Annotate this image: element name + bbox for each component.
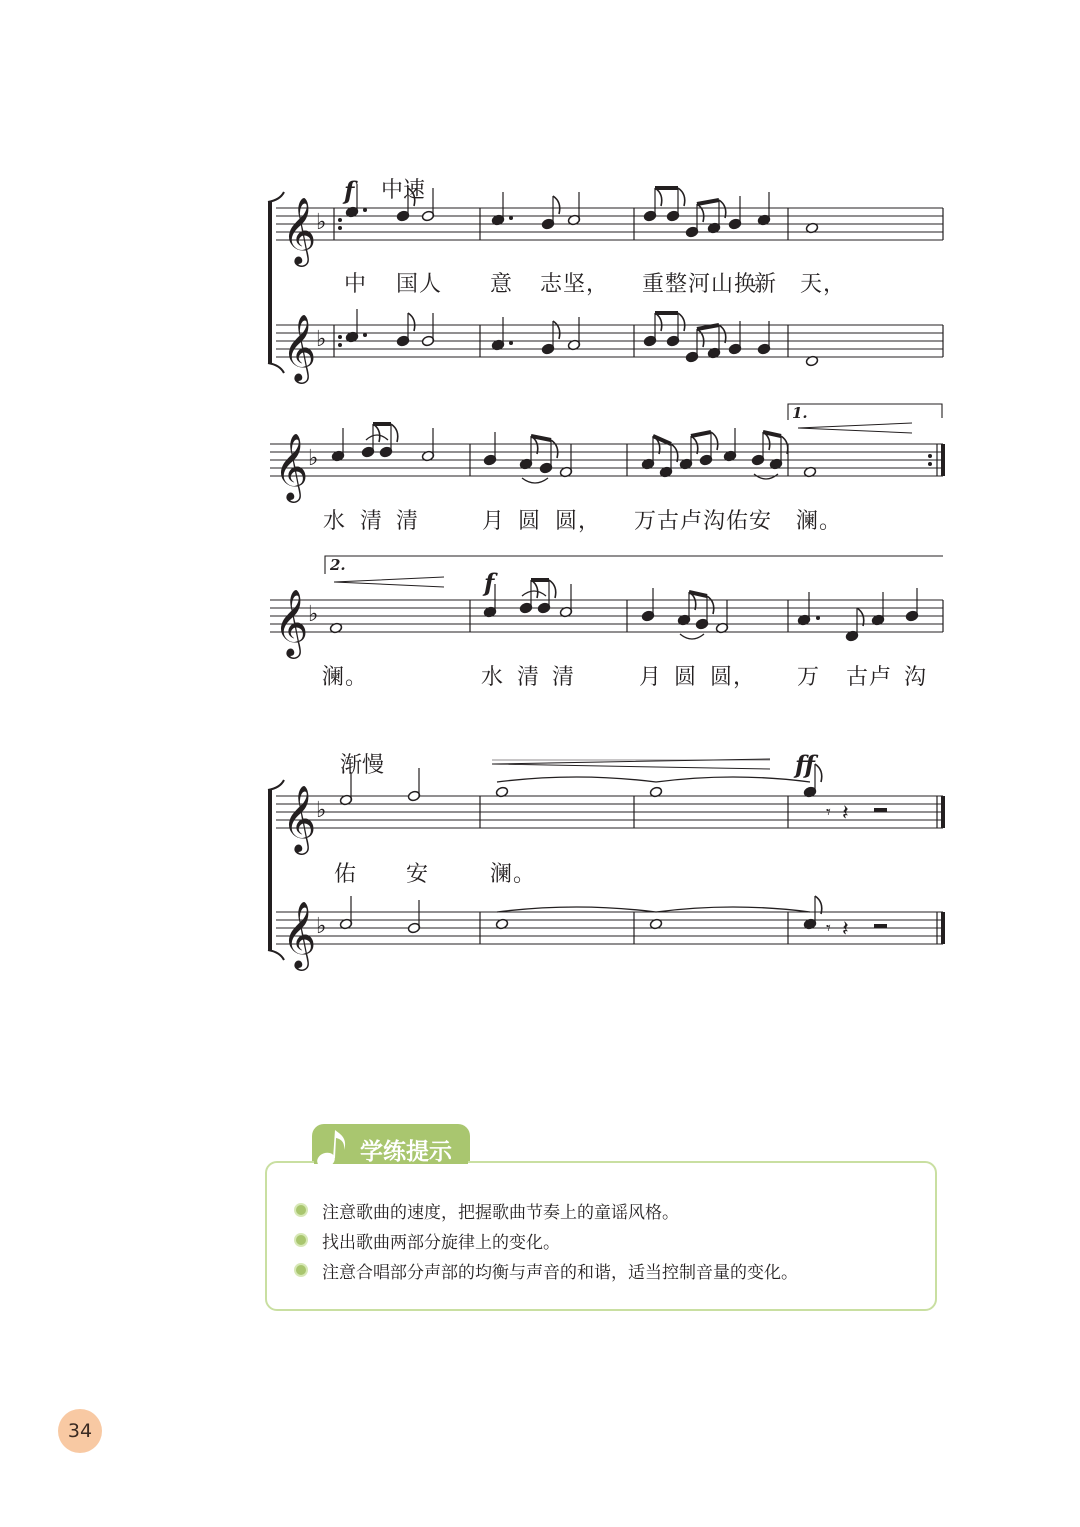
- tie-slur: [656, 907, 810, 912]
- lyric-syllable: 清: [396, 509, 420, 534]
- note-flag: [671, 444, 678, 462]
- augmentation-dot: [363, 208, 367, 212]
- dynamic-fortissimo: ff: [795, 750, 815, 779]
- note-beam: [697, 325, 719, 329]
- treble-clef-icon: 𝄞: [282, 784, 317, 852]
- treble-clef-icon: 𝄞: [274, 432, 309, 500]
- volta-1-label: 1.: [792, 404, 808, 422]
- lyric-syllable: 澜。: [322, 665, 369, 690]
- note-flag: [781, 436, 788, 454]
- lyric-syllable: 中: [344, 272, 368, 297]
- bullet-icon: [294, 1203, 308, 1217]
- volta-2-bracket: [325, 556, 943, 574]
- lyric-syllable: 佑: [334, 862, 358, 887]
- tie-slur: [497, 777, 656, 782]
- lyric-syllable: 万: [797, 665, 821, 690]
- tip-item: [294, 1228, 560, 1253]
- lyric-syllable: 月: [482, 509, 506, 534]
- repeat-dot: [928, 454, 932, 458]
- note-beam: [653, 436, 671, 444]
- lyric-syllable: 圆，: [710, 665, 757, 690]
- repeat-dot: [338, 343, 342, 347]
- lyric-syllable: 国人: [396, 272, 443, 297]
- dynamic-forte-1: f: [344, 176, 355, 205]
- tip-item: [294, 1258, 798, 1283]
- crescendo-hairpin: [798, 423, 912, 433]
- tie-slur: [680, 634, 704, 639]
- treble-clef-icon: 𝄞: [274, 588, 309, 656]
- lyric-syllable: 清: [360, 509, 384, 534]
- augmentation-dot: [363, 333, 367, 337]
- note-flag: [711, 432, 718, 450]
- tie-slur: [366, 435, 388, 440]
- lyric-syllable: 圆，: [555, 509, 602, 534]
- note-flag: [697, 329, 704, 347]
- note-flag: [719, 325, 726, 343]
- flat-key-signature-icon: ♭: [316, 210, 327, 235]
- tip-item: [294, 1198, 679, 1223]
- note-beam: [691, 432, 711, 436]
- note-flag: [408, 313, 415, 331]
- tie-slur: [497, 907, 656, 912]
- lyric-syllable: 清: [517, 665, 541, 690]
- note-flag: [391, 424, 398, 442]
- note-beam: [697, 200, 719, 204]
- flat-key-signature-icon: ♭: [308, 446, 319, 471]
- eighth-rest-icon: 𝄾: [826, 918, 831, 939]
- treble-clef-icon: 𝄞: [282, 196, 317, 264]
- note-flag: [553, 196, 560, 214]
- note-flag: [531, 580, 538, 598]
- tempo-marking-2: 渐慢: [340, 753, 385, 778]
- note-beam: [689, 592, 707, 596]
- volta-1-bracket: [788, 404, 942, 420]
- note-flag: [551, 440, 558, 458]
- note-flag: [719, 200, 726, 218]
- note-flag: [707, 596, 714, 614]
- repeat-dot: [338, 335, 342, 339]
- repeat-dot: [928, 462, 932, 466]
- note-flag: [678, 313, 685, 331]
- note-flag: [655, 313, 662, 331]
- augmentation-dot: [816, 616, 820, 620]
- augmentation-dot: [509, 341, 513, 345]
- flat-key-signature-icon: ♭: [316, 327, 327, 352]
- note-flag: [857, 608, 864, 626]
- lyric-syllable: 月: [639, 665, 663, 690]
- note-flag: [373, 424, 380, 442]
- note-flag: [815, 764, 822, 782]
- tie-slur: [522, 591, 546, 596]
- tip-text: 注意合唱部分声部的均衡与声音的和谐，适当控制音量的变化。: [322, 1263, 798, 1283]
- quarter-rest-icon: 𝄽: [842, 801, 849, 826]
- lyric-syllable: 安: [406, 862, 430, 887]
- repeat-dot: [338, 218, 342, 222]
- quarter-rest-icon: 𝄽: [842, 917, 849, 942]
- tips-title: 学练提示: [360, 1139, 452, 1165]
- eighth-rest-icon: 𝄾: [826, 802, 831, 823]
- note-flag: [697, 204, 704, 222]
- note-flag: [691, 436, 698, 454]
- note-flag: [678, 188, 685, 206]
- lyric-syllable: 圆: [674, 665, 698, 690]
- dynamic-forte-2: f: [484, 568, 495, 597]
- lyric-syllable: 万古卢沟佑安: [634, 509, 773, 534]
- lyric-syllable: 古卢: [846, 665, 893, 690]
- lyric-syllable: 天，: [800, 272, 847, 297]
- flat-key-signature-icon: ♭: [308, 602, 319, 627]
- lyric-syllable: 澜。: [490, 862, 537, 887]
- treble-clef-icon: 𝄞: [282, 900, 317, 968]
- note-flag: [553, 321, 560, 339]
- tie-slur: [522, 478, 548, 483]
- crescendo-hairpin: [334, 577, 444, 587]
- lyric-syllable: 新: [754, 272, 778, 297]
- tie-slur: [656, 777, 810, 782]
- half-rest-icon: [874, 924, 887, 928]
- page-number: 34: [67, 1420, 93, 1442]
- augmentation-dot: [509, 216, 513, 220]
- lyric-syllable: 意: [490, 272, 514, 297]
- lyric-syllable: 清: [552, 665, 576, 690]
- repeat-dot: [338, 226, 342, 230]
- music-note-icon: [314, 1124, 354, 1170]
- lyric-syllable: 澜。: [796, 509, 843, 534]
- page-number-badge: [58, 1409, 102, 1453]
- crescendo-hairpin: [492, 759, 770, 769]
- note-flag: [549, 580, 556, 598]
- tip-text: 注意歌曲的速度，把握歌曲节奏上的童谣风格。: [322, 1203, 679, 1223]
- flat-key-signature-icon: ♭: [316, 798, 327, 823]
- note-flag: [655, 188, 662, 206]
- half-rest-icon: [874, 808, 887, 812]
- lyric-syllable: 水: [481, 665, 505, 690]
- lyric-syllable: 沟: [904, 665, 928, 690]
- bullet-icon: [294, 1233, 308, 1247]
- bullet-icon: [294, 1263, 308, 1277]
- note-beam: [763, 432, 781, 436]
- lyric-syllable: 重整河山换: [642, 272, 758, 297]
- flat-key-signature-icon: ♭: [316, 914, 327, 939]
- lyric-syllable: 水: [323, 509, 347, 534]
- lyric-syllable: 圆: [518, 509, 542, 534]
- tip-text: 找出歌曲两部分旋律上的变化。: [322, 1233, 560, 1253]
- lyric-syllable: 志坚，: [540, 272, 610, 297]
- treble-clef-icon: 𝄞: [282, 313, 317, 381]
- tempo-marking-1: 中速: [381, 178, 426, 203]
- note-flag: [815, 896, 822, 914]
- volta-2-label: 2.: [330, 556, 346, 574]
